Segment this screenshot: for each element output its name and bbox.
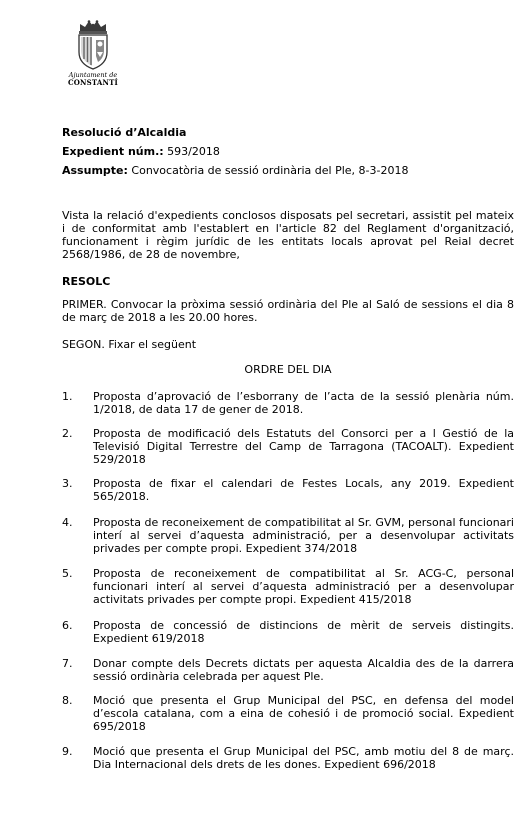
agenda-item: [62, 745, 514, 771]
agenda-item-text: Proposta de reconeixement de compatibilitat al Sr. ACG-C, personal funcionari interí al servei d’aquesta administració per a desenvolupar activitats privades per compte propi. Expedient 415/2018: [93, 567, 514, 606]
agenda-item-text: Moció que presenta el Grup Municipal del PSC, amb motiu del 8 de març. Dia Internacional dels drets de les dones. Expedient 696/2018: [93, 745, 514, 771]
agenda-item: [62, 477, 514, 503]
municipal-logo: [62, 20, 124, 92]
logo-line-2: CONSTANTÍ: [67, 78, 119, 87]
expedient-value: 593/2018: [167, 145, 220, 158]
agenda-item-text: Proposta de reconeixement de compatibilitat al Sr. GVM, personal funcionari interí al servei d’aquesta administració, per a desenvolupar activitats privades per compte propi. Expedient 374/2018: [93, 516, 514, 555]
coat-of-arms-icon: [71, 20, 115, 70]
document-header: [62, 126, 408, 183]
agenda-item-text: Proposta d’aprovació de l’esborrany de l’acta de la sessió plenària núm. 1/2018, de data 17 de gener de 2018.: [93, 390, 514, 416]
agenda-item-number: 2.: [62, 427, 73, 440]
agenda-item-number: 9.: [62, 745, 73, 758]
agenda-item: [62, 567, 514, 606]
ordre-del-dia-title: ORDRE DEL DIA: [244, 363, 332, 376]
agenda-item-number: 5.: [62, 567, 73, 580]
agenda-item: [62, 694, 514, 733]
agenda-item-text: Moció que presenta el Grup Municipal del PSC, en defensa del model d’escola catalana, com a eina de cohesió i de promoció social. Expedient 695/2018: [93, 694, 514, 733]
agenda-item-text: Proposta de fixar el calendari de Festes Locals, any 2019. Expedient 565/2018.: [93, 477, 514, 503]
expedient-label: Expedient núm.:: [62, 145, 164, 158]
agenda-item: [62, 427, 514, 466]
resolc-heading: RESOLC: [62, 275, 111, 288]
agenda-item-number: 4.: [62, 516, 73, 529]
intro-paragraph: Vista la relació d'expedients conclosos disposats pel secretari, assistit pel mateix i de conformitat amb l'establert en l'article 82 del Reglament d'organització, funcionament i règim jurídic de les entitats locals aprovat pel Reial decret 2568/1986, de 28 de novembre,: [62, 209, 514, 261]
agenda-item: [62, 657, 514, 683]
agenda-item-number: 6.: [62, 619, 73, 632]
segon-paragraph: SEGON. Fixar el següent: [62, 338, 197, 351]
agenda-item-text: Proposta de concessió de distincions de mèrit de serveis distingits. Expedient 619/2018: [93, 619, 514, 645]
agenda-item-number: 7.: [62, 657, 73, 670]
logo-line-1: Ajuntament de: [68, 71, 118, 79]
document-title: Resolució d’Alcaldia: [62, 126, 187, 139]
agenda-item-text: Proposta de modificació dels Estatuts del Consorci per a l Gestió de la Televisió Digital Terrestre del Camp de Tarragona (TACOALT). Expedient 529/2018: [93, 427, 514, 466]
agenda-item-number: 8.: [62, 694, 73, 707]
agenda-item-text: Donar compte dels Decrets dictats per aquesta Alcaldia des de la darrera sessió ordinària celebrada per aquest Ple.: [93, 657, 514, 683]
primer-paragraph: PRIMER. Convocar la pròxima sessió ordinària del Ple al Saló de sessions el dia 8 de març de 2018 a les 20.00 hores.: [62, 298, 514, 324]
agenda-item: [62, 516, 514, 555]
assumpte-value: Convocatòria de sessió ordinària del Ple, 8-3-2018: [131, 164, 409, 177]
agenda-item-number: 1.: [62, 390, 73, 403]
assumpte-label: Assumpte:: [62, 164, 128, 177]
agenda-item-number: 3.: [62, 477, 73, 490]
agenda-item: [62, 390, 514, 416]
agenda-item: [62, 619, 514, 645]
